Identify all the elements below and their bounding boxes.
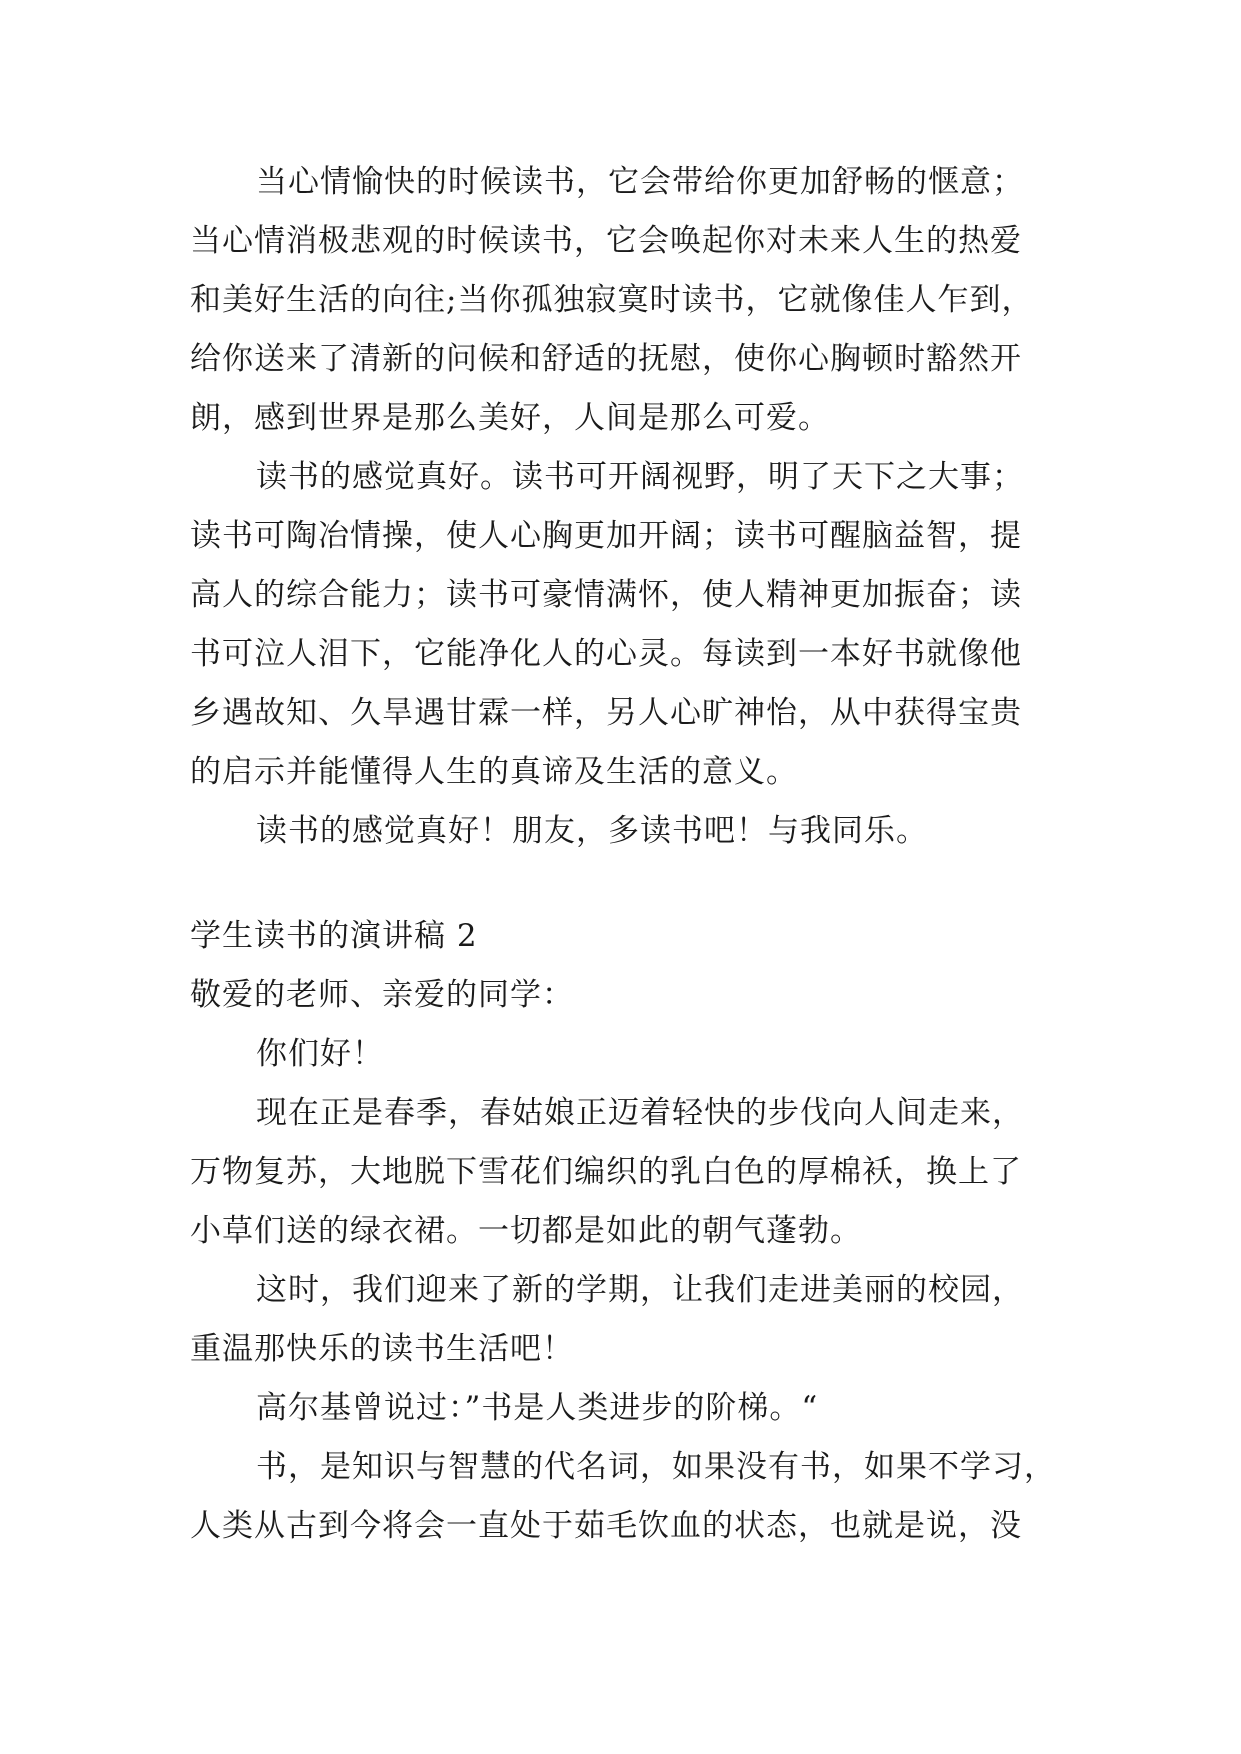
salutation: 敬爱的老师、亲爱的同学： [190, 977, 574, 1013]
section-title: 学生读书的演讲稿 2 [190, 918, 478, 954]
paragraph-line: 当心情消极悲观的时候读书，它会唤起你对未来人生的热爱 [190, 223, 1022, 259]
paragraph-line: 现在正是春季，春姑娘正迈着轻快的步伐向人间走来， [256, 1095, 1024, 1131]
paragraph-line: 高尔基曾说过：”书是人类进步的阶梯。“ [256, 1390, 819, 1426]
paragraph-line: 读书可陶冶情操，使人心胸更加开阔；读书可醒脑益智，提 [190, 518, 1022, 554]
paragraph-line: 万物复苏，大地脱下雪花们编织的乳白色的厚棉袄，换上了 [190, 1154, 1022, 1190]
paragraph-line: 读书的感觉真好！朋友，多读书吧！与我同乐。 [256, 813, 928, 849]
paragraph-line: 人类从古到今将会一直处于茹毛饮血的状态，也就是说，没 [190, 1508, 1022, 1544]
greeting: 你们好！ [256, 1036, 384, 1072]
paragraph-line: 乡遇故知、久旱遇甘霖一样，另人心旷神怡，从中获得宝贵 [190, 695, 1022, 731]
paragraph-line: 这时，我们迎来了新的学期，让我们走进美丽的校园， [256, 1272, 1024, 1308]
paragraph-line: 书可泣人泪下，它能净化人的心灵。每读到一本好书就像他 [190, 636, 1022, 672]
paragraph-line: 书，是知识与智慧的代名词，如果没有书，如果不学习， [256, 1449, 1056, 1485]
paragraph-line: 小草们送的绿衣裙。一切都是如此的朝气蓬勃。 [190, 1213, 862, 1249]
paragraph-line: 高人的综合能力；读书可豪情满怀，使人精神更加振奋；读 [190, 577, 1022, 613]
paragraph-line: 重温那快乐的读书生活吧！ [190, 1331, 574, 1367]
paragraph-line: 的启示并能懂得人生的真谛及生活的意义。 [190, 754, 798, 790]
paragraph-line: 给你送来了清新的问候和舒适的抚慰，使你心胸顿时豁然开 [190, 341, 1022, 377]
paragraph-line: 当心情愉快的时候读书，它会带给你更加舒畅的惬意； [256, 164, 1024, 200]
paragraph-line: 读书的感觉真好。读书可开阔视野，明了天下之大事； [256, 459, 1024, 495]
paragraph-line: 和美好生活的向往;当你孤独寂寞时读书，它就像佳人乍到， [190, 282, 1034, 318]
paragraph-line: 朗，感到世界是那么美好，人间是那么可爱。 [190, 400, 830, 436]
